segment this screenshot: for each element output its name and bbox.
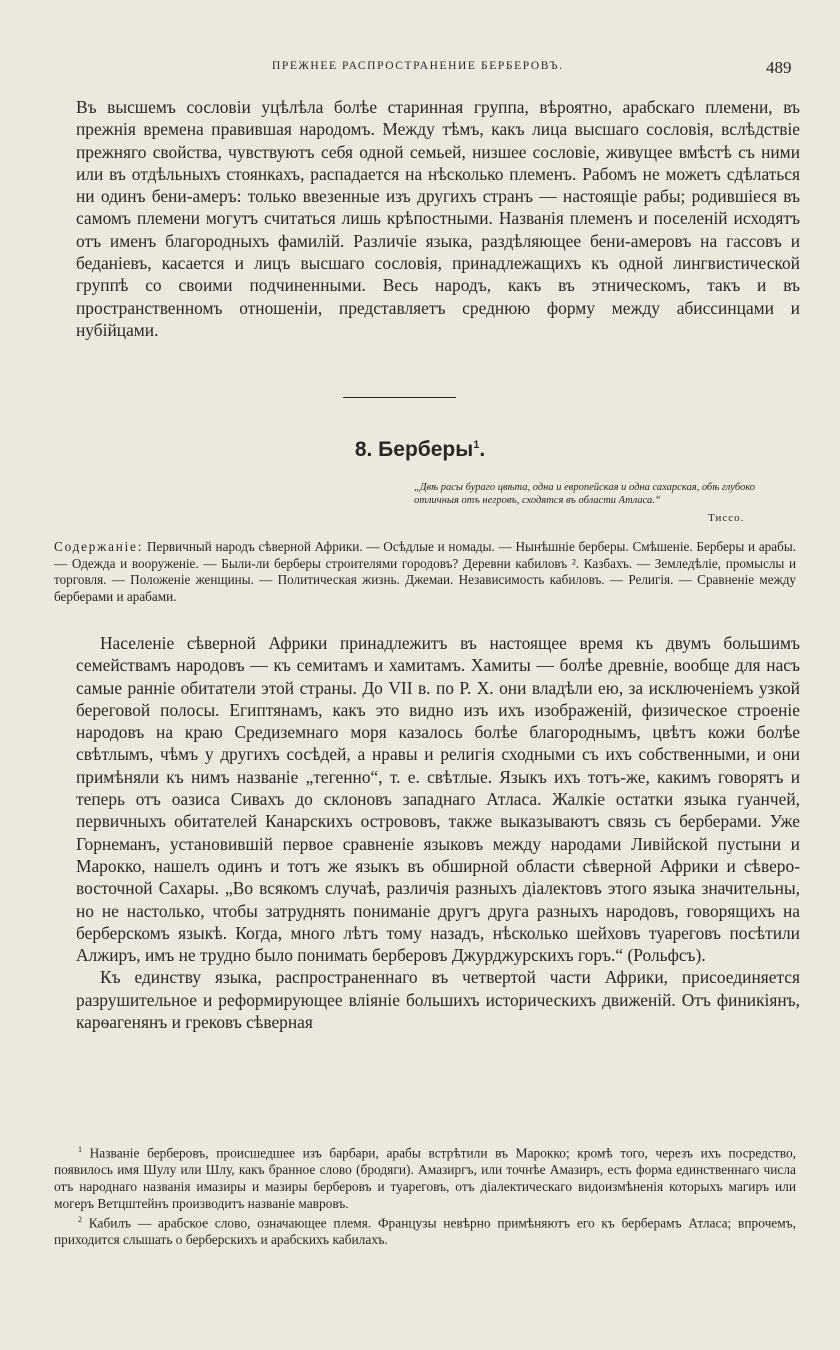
running-title: ПРЕЖНЕЕ РАСПРОСТРАНЕНИЕ БЕРБЕРОВЪ. <box>272 60 564 72</box>
body-paragraph: Населеніе сѣверной Африки принадлежитъ въ настоящее время къ двумъ большимъ семействамъ народовъ — къ семитамъ и хамитамъ. Хамиты — болѣе древніе, вообще для насъ самые ранніе обитатели этой страны. До VII в. по Р. Х. они владѣли ею, за исключеніемъ узкой береговой полосы. Египтянамъ, какъ это видно изъ ихъ изображеній, физическое строеніе народовъ на краю Средиземнаго моря казалось болѣе благороднымъ, цвѣтъ кожи болѣе свѣтлымъ, чѣмъ у другихъ сосѣдей, а нравы и религія сходными съ ихъ собственными, и они примѣняли къ нимъ названіе „тегенно“, т. е. свѣтлые. Языкъ ихъ тотъ-же, какимъ говорятъ и теперь отъ оазиса Сивахъ до склоновъ западнаго Атласа. Жалкіе остатки языка гуанчей, первичныхъ обитателей Канарскихъ острововъ, также выказываютъ связь съ берберами. Уже Горнеманъ, установившій первое сравненіе языковъ между народами Ливійской пустыни и Марокко, нашелъ одинъ и тотъ же языкъ въ обширной области сѣверной Африки и сѣверо-восточной Сахары. „Во всякомъ случаѣ, различія разныхъ діалектовъ этого языка значительны, но не настолько, чтобы затруднять пониманіе другъ друга разныхъ народовъ, говорящихъ на берберскомъ языкѣ. Когда, много лѣтъ тому назадъ, нѣсколько шейховъ туареговъ посѣтили Алжиръ, имъ не трудно было понимать берберовъ Джурджурскихъ горъ.“ (Рольфсъ). <box>76 633 800 966</box>
footnote-mark: 1 <box>78 1145 82 1154</box>
section-divider <box>343 397 456 398</box>
epigraph-author: Тиссо. <box>708 512 745 524</box>
section-title: 8. Берберы$^1$. <box>354 438 486 461</box>
body-paragraph: Къ единству языка, распространеннаго въ четвертой части Африки, присоединяется разрушительное и реформирующее вліяніе большихъ историческихъ движеній. Отъ финикіянъ, карѳагенянъ и грековъ сѣверная <box>76 967 800 1033</box>
footnotes <box>54 1142 796 1249</box>
page-number: 489 <box>766 58 792 77</box>
page-header <box>0 58 840 80</box>
footnote-mark: 2 <box>78 1215 82 1225</box>
footnote-text: Названіе берберовъ, происшедшее изъ барбари, арабы встрѣтили въ Марокко; кромѣ того, черезъ ихъ посредство, появилось имя Шулу или Шлу, какъ бранное слово (бродяги). Амазиргъ, или точнѣе Амазиръ, есть форма единственнаго числа отъ народнаго названія имазиры и мазиры берберовъ и туареговъ, отъ діалектическаго видоизмѣненія которыхъ магиръ или могеръ Ветцштейнъ производитъ названіе мавровъ. <box>54 1145 796 1211</box>
intro-text-block <box>76 96 800 341</box>
main-text-block <box>76 632 800 1033</box>
footnote-2 <box>54 1212 796 1249</box>
footnote-text: Кабилъ — арабское слово, означающее племя. Французы невѣрно примѣняютъ его къ берберамъ Атласа; впрочемъ, приходится слышать о берберскихъ и арабскихъ кабилахъ. <box>54 1215 796 1248</box>
epigraph: „Двѣ расы бураго цвѣта, одна и европейская и одна сахарская, обѣ глубоко отличныя отъ негровъ, сходятся въ области Атласа.“ <box>414 482 756 506</box>
contents-label: Содержаніе: <box>54 539 144 554</box>
footnote-1 <box>54 1142 796 1212</box>
section-footnote-mark: 1 <box>473 439 480 451</box>
section-contents <box>54 539 796 605</box>
contents-text: Первичный народъ сѣверной Африки. — Осѣдлые и номады. — Нынѣшніе берберы. Смѣшеніе. Берберы и арабы. — Одежда и вооруженіе. — Были-ли берберы строителями городовъ? Деревни кабиловъ ². Казбахъ. — Земледѣліе, промыслы и торговля. — Положеніе женщины. — Политическая жизнь. Джемаи. Независимость кабиловъ. — Религія. — Сравненіе между берберами и арабами. <box>54 539 797 604</box>
intro-paragraph: Въ высшемъ сословіи уцѣлѣла болѣе старинная группа, вѣроятно, арабскаго племени, въ прежнія времена правившая народомъ. Между тѣмъ, какъ лица высшаго сословія, вслѣдствіе прежняго свойства, чувствуютъ себя одной семьей, низшее сословіе, живущее вмѣстѣ съ ними или въ отдѣльныхъ стоянкахъ, распадается на нѣсколько племенъ. Рабомъ не можетъ сдѣлаться ни одинъ бени-амеръ: только ввезенные изъ другихъ странъ — настоящіе рабы; родившіеся въ самомъ племени могутъ считаться лишь крѣпостными. Названія племенъ и поселеній исходятъ отъ именъ благородныхъ фамилій. Различіе языка, раздѣляющее бени-амеровъ на гассовъ и беданіевъ, касается и лицъ высшаго сословія, принадлежащихъ къ одной лингвистической группѣ со своими подчиненными. Весь народъ, какъ въ этническомъ, такъ и въ пространственномъ отношеніи, представляетъ среднюю форму между абиссинцами и нубійцами. <box>76 97 800 340</box>
section-title-text: 8. Берберы <box>354 438 474 461</box>
